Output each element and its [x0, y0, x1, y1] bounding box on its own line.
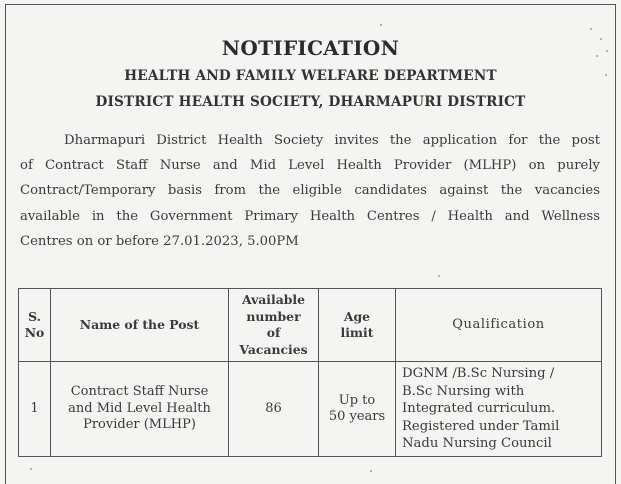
cell-text: Integrated curriculum.: [402, 401, 556, 417]
department-heading: HEALTH AND FAMILY WELFARE DEPARTMENT: [124, 68, 497, 84]
cell-post-name: [51, 362, 229, 457]
header-text: S.: [28, 308, 41, 324]
header-sno: [19, 289, 51, 362]
notice-paragraph: [20, 128, 600, 254]
header-text: limit: [340, 325, 374, 340]
scan-speck: [30, 468, 32, 470]
notification-title: NOTIFICATION: [221, 36, 400, 60]
cell-sno: 1: [19, 362, 51, 457]
scan-speck: [596, 55, 598, 57]
scan-speck: [605, 74, 607, 76]
header-qualification: Qualification: [396, 289, 602, 362]
table-row: [19, 362, 602, 457]
cell-text: 50 years: [328, 409, 386, 424]
cell-text: Provider (MLHP): [83, 417, 196, 433]
cell-text: B.Sc Nursing with: [402, 383, 525, 399]
vacancy-table: [18, 288, 602, 457]
scan-speck: [590, 28, 592, 30]
header-age-limit: [319, 289, 396, 362]
scan-speck: [370, 470, 372, 472]
cell-text: Up to: [338, 392, 376, 408]
cell-text: and Mid Level Health: [68, 400, 211, 416]
cell-vacancies: 86: [229, 362, 319, 457]
society-heading: DISTRICT HEALTH SOCIETY, DHARMAPURI DISTRICT: [95, 94, 526, 110]
header-text: No: [24, 325, 45, 340]
header-post-name: Name of the Post: [51, 289, 229, 362]
header-text: Age: [343, 308, 371, 324]
header-text: of: [266, 325, 281, 340]
paragraph-line: available in the Government Primary Health Centres / Health and Wellness: [20, 208, 600, 224]
paragraph-line-deadline: Centres on or before 27.01.2023, 5.00PM: [20, 233, 299, 249]
header-text: number: [246, 308, 301, 324]
paragraph-line: of Contract Staff Nurse and Mid Level Health Provider (MLHP) on purely: [20, 158, 600, 174]
scan-speck: [438, 275, 440, 277]
cell-text: Contract Staff Nurse: [70, 384, 209, 400]
cell-age-limit: [319, 362, 396, 457]
cell-text: Nadu Nursing Council: [402, 436, 552, 452]
header-text: Vacancies: [239, 341, 308, 357]
scan-speck: [606, 50, 608, 52]
cell-text: Registered under Tamil: [402, 418, 560, 434]
header-text: Available: [241, 292, 306, 307]
cell-qualification: [396, 362, 602, 457]
cell-text: DGNM /B.Sc Nursing /: [402, 366, 555, 382]
paragraph-line: Contract/Temporary basis from the eligible candidates against the vacancies: [20, 183, 600, 199]
scan-speck: [380, 24, 382, 26]
table-header-row: [19, 289, 602, 362]
paragraph-line: Dharmapuri District Health Society invites the application for the post: [64, 133, 600, 148]
scan-speck: [600, 38, 602, 40]
header-vacancies: [229, 289, 319, 362]
